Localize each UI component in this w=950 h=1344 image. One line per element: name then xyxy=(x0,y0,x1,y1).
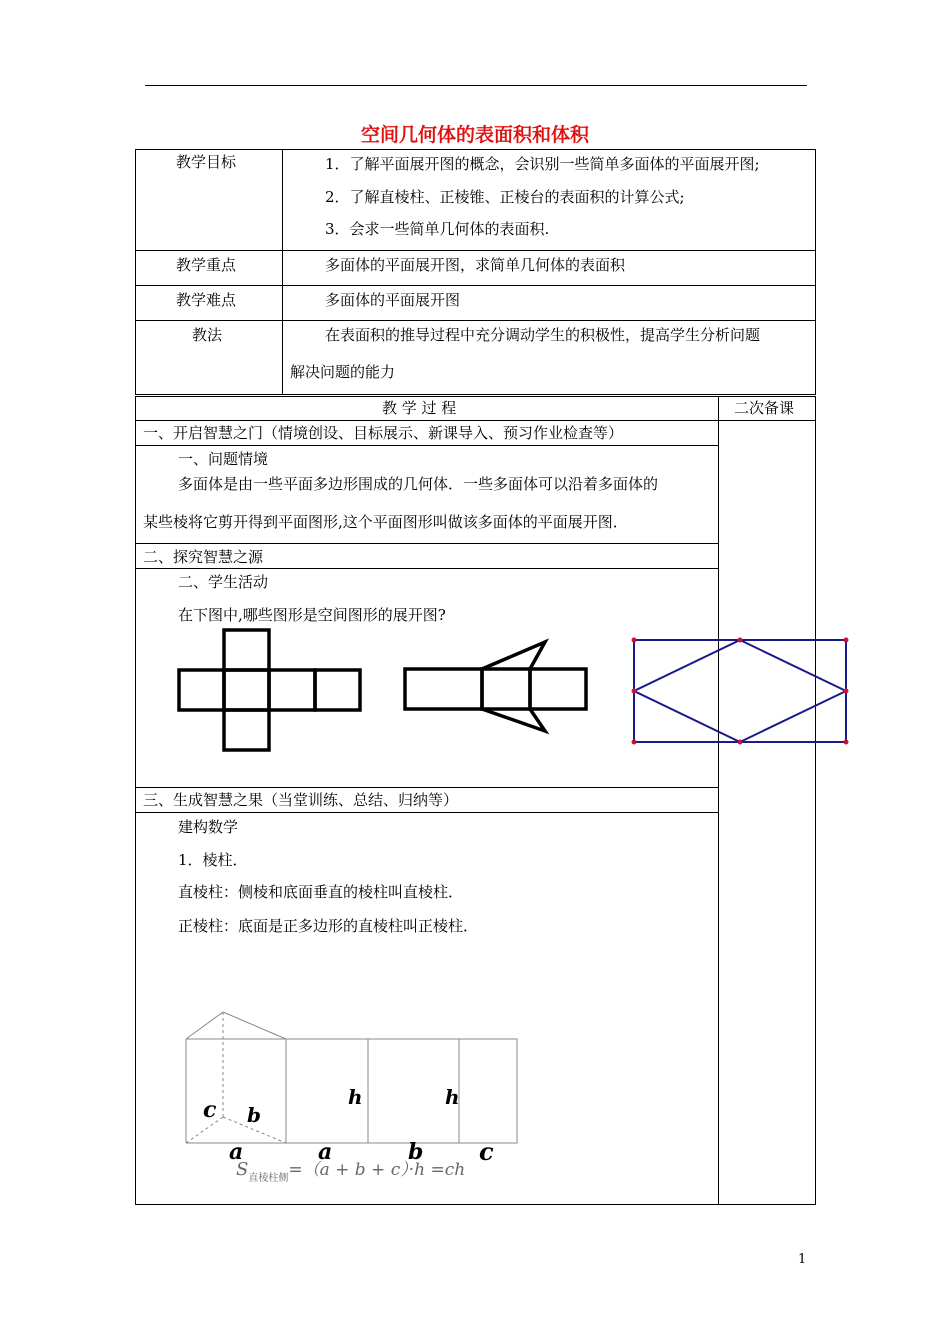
goal-1: 1．了解平面展开图的概念，会识别一些简单多面体的平面展开图; xyxy=(325,155,760,173)
regular-prism-definition: 正棱柱：底面是正多边形的直棱柱叫正棱柱． xyxy=(178,917,479,935)
focus-label: 教学重点 xyxy=(176,256,237,274)
page-title: 空间几何体的表面积和体积 xyxy=(360,124,589,146)
process-header: 教 学 过 程 xyxy=(382,399,457,417)
side-header: 二次备课 xyxy=(734,399,795,417)
prism-heading: 1．棱柱． xyxy=(178,851,248,869)
section-2-subtitle: 二、学生活动 xyxy=(178,573,269,591)
lateral-area-formula xyxy=(236,1155,466,1184)
label-h-1: h xyxy=(348,1085,363,1109)
section-1-para-2: 某些棱将它剪开得到平面图形,这个平面图形叫做该多面体的平面展开图． xyxy=(143,513,628,531)
right-prism-definition: 直棱柱：侧棱和底面垂直的棱柱叫直棱柱． xyxy=(178,883,464,901)
method-line-1: 在表面积的推导过程中充分调动学生的积极性，提高学生分析问题 xyxy=(325,326,761,344)
formula-subscript: 直棱柱侧 xyxy=(248,1173,289,1184)
goal-3: 3．会求一些简单几何体的表面积. xyxy=(325,220,550,238)
section-1-title: 一、开启智慧之门（情境创设、目标展示、新课导入、预习作业检查等） xyxy=(143,424,624,442)
section-1-subtitle: 一、问题情境 xyxy=(178,450,269,468)
formula-symbol: S xyxy=(236,1159,249,1180)
label-c-prism: c xyxy=(203,1097,217,1123)
section-2-question: 在下图中,哪些图形是空间图形的展开图? xyxy=(178,606,446,624)
difficulty-label: 教学难点 xyxy=(176,291,237,309)
goal-label: 教学目标 xyxy=(176,153,237,171)
label-a-prism: a xyxy=(229,1139,244,1165)
label-b-net: b xyxy=(408,1139,424,1165)
focus-text: 多面体的平面展开图，求简单几何体的表面积 xyxy=(325,256,626,274)
method-label: 教法 xyxy=(192,326,223,344)
label-b-prism: b xyxy=(247,1103,261,1127)
section-1-para-1: 多面体是由一些平面多边形围成的几何体．一些多面体可以沿着多面体的 xyxy=(178,475,659,493)
goal-2: 2．了解直棱柱、正棱锥、正棱台的表面积的计算公式; xyxy=(325,188,685,206)
section-3-title: 三、生成智慧之果（当堂训练、总结、归纳等） xyxy=(143,791,459,809)
label-a-net: a xyxy=(318,1139,333,1165)
formula-body: =（a + b + c）·h =ch xyxy=(288,1160,466,1180)
section-2-title: 二、探究智慧之源 xyxy=(143,548,264,566)
label-h-2: h xyxy=(445,1085,460,1109)
label-c-net: c xyxy=(479,1137,494,1166)
page-number: 1 xyxy=(798,1252,807,1267)
method-line-2: 解决问题的能力 xyxy=(290,363,396,381)
difficulty-text: 多面体的平面展开图 xyxy=(325,291,461,309)
section-3-subtitle: 建构数学 xyxy=(178,818,239,836)
